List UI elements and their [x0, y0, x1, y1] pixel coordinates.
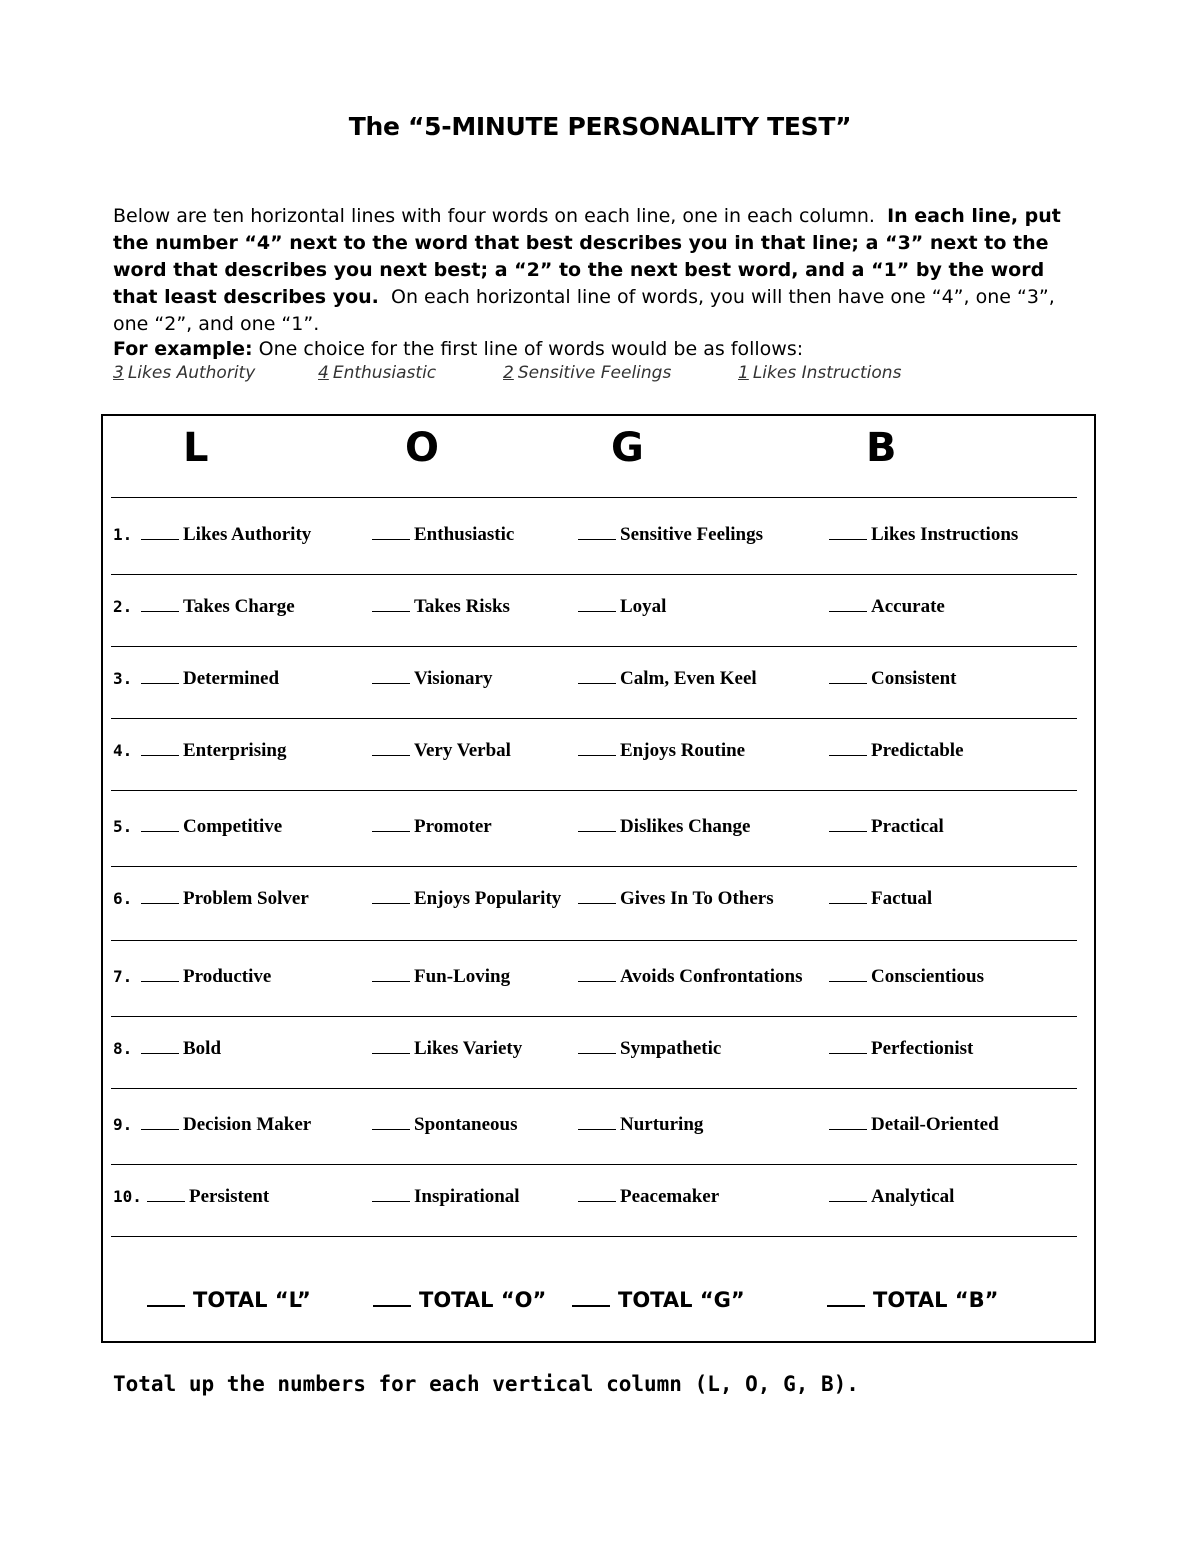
word-label: Consistent — [871, 668, 957, 689]
footer-instruction: Total up the numbers for each vertical column (L, O, G, B). — [113, 1372, 859, 1396]
row-divider — [111, 1164, 1077, 1165]
word-label: Accurate — [871, 596, 945, 617]
word-label: Sympathetic — [620, 1038, 722, 1059]
row-divider — [111, 790, 1077, 791]
score-blank[interactable] — [829, 1185, 867, 1202]
example-item — [318, 363, 436, 383]
score-blank[interactable] — [372, 523, 410, 540]
word-choice — [141, 667, 279, 690]
word-label: Sensitive Feelings — [620, 524, 764, 545]
score-blank[interactable] — [372, 1113, 410, 1130]
word-label: Takes Risks — [414, 596, 510, 617]
word-choice — [372, 1113, 518, 1136]
score-blank[interactable] — [141, 965, 179, 982]
instructions-bold-text: In each line, put the number “4” next to the word that best describes you in that line; a “3” next to the word that describes you next best; a “2” to the next best word, and a “1” by the word that least describes you. — [113, 205, 1061, 308]
word-label: Very Verbal — [414, 740, 511, 761]
word-label: Determined — [183, 668, 280, 689]
total-blank[interactable] — [147, 1285, 185, 1307]
word-choice — [578, 523, 763, 546]
word-choice — [578, 1037, 721, 1060]
test-row — [0, 815, 1200, 845]
word-choice — [578, 667, 757, 690]
total-blank[interactable] — [373, 1285, 411, 1307]
score-blank[interactable] — [372, 887, 410, 904]
word-choice — [372, 523, 514, 546]
total-o — [373, 1285, 546, 1312]
row-divider — [111, 1236, 1077, 1237]
word-choice — [829, 595, 945, 618]
test-row — [0, 1113, 1200, 1143]
score-blank[interactable] — [829, 667, 867, 684]
word-choice — [829, 739, 964, 762]
test-row — [0, 523, 1200, 553]
word-choice — [829, 1113, 999, 1136]
word-choice — [372, 1185, 520, 1208]
score-blank[interactable] — [372, 595, 410, 612]
column-heading-o: O — [405, 425, 440, 471]
example-item — [113, 363, 255, 383]
word-choice — [372, 965, 510, 988]
row-number: 2. — [113, 597, 133, 616]
word-choice — [372, 887, 561, 910]
instructions-text-2: On each horizontal line of words, you will then have one “4”, one “3”, one “2”, and one “1”. — [113, 286, 1055, 335]
score-blank[interactable] — [829, 595, 867, 612]
word-choice — [141, 523, 311, 546]
word-choice — [372, 1037, 522, 1060]
word-label: Enterprising — [183, 740, 287, 761]
word-choice — [141, 739, 286, 762]
row-number: 5. — [113, 817, 133, 836]
word-label: Factual — [871, 888, 933, 909]
row-number: 8. — [113, 1039, 133, 1058]
score-blank[interactable] — [829, 965, 867, 982]
score-blank[interactable] — [829, 1113, 867, 1130]
word-choice — [372, 815, 492, 838]
example-item-word: Sensitive Feelings — [517, 363, 672, 383]
test-row — [0, 1185, 1200, 1215]
word-choice — [578, 815, 750, 838]
word-label: Predictable — [871, 740, 964, 761]
column-heading-l: L — [183, 425, 209, 471]
score-blank[interactable] — [141, 667, 179, 684]
word-choice — [578, 965, 802, 988]
word-choice — [578, 1113, 703, 1136]
word-label: Practical — [871, 816, 944, 837]
row-number: 10. — [113, 1187, 142, 1206]
word-choice — [372, 667, 492, 690]
score-blank[interactable] — [829, 739, 867, 756]
word-choice — [372, 739, 511, 762]
test-row — [0, 1037, 1200, 1067]
test-row — [0, 965, 1200, 995]
word-label: Calm, Even Keel — [620, 668, 757, 689]
word-choice — [141, 815, 282, 838]
total-blank[interactable] — [827, 1285, 865, 1307]
score-blank[interactable] — [372, 667, 410, 684]
word-label: Detail-Oriented — [871, 1114, 999, 1135]
total-g — [572, 1285, 745, 1312]
score-blank[interactable] — [578, 1113, 616, 1130]
word-label: Visionary — [414, 668, 493, 689]
score-blank[interactable] — [829, 815, 867, 832]
example-item-num: 2 — [503, 363, 514, 383]
instructions — [113, 203, 1093, 338]
total-b — [827, 1285, 998, 1312]
score-blank[interactable] — [578, 523, 616, 540]
score-blank[interactable] — [141, 739, 179, 756]
row-divider — [111, 866, 1077, 867]
score-blank[interactable] — [578, 739, 616, 756]
word-label: Peacemaker — [620, 1186, 720, 1207]
score-blank[interactable] — [578, 1037, 616, 1054]
row-number: 4. — [113, 741, 133, 760]
row-divider — [111, 574, 1077, 575]
example-item-num: 4 — [318, 363, 329, 383]
word-label: Likes Instructions — [871, 524, 1019, 545]
word-choice — [141, 887, 309, 910]
score-blank[interactable] — [372, 815, 410, 832]
score-blank[interactable] — [829, 1037, 867, 1054]
word-label: Decision Maker — [183, 1114, 312, 1135]
example-text: One choice for the first line of words would be as follows: — [258, 338, 804, 360]
totals-row — [0, 1285, 1200, 1319]
example-item — [503, 363, 671, 383]
score-blank[interactable] — [372, 739, 410, 756]
row-divider — [111, 718, 1077, 719]
column-heading-g: G — [611, 425, 644, 471]
example-item-word: Likes Authority — [127, 363, 256, 383]
test-row — [0, 739, 1200, 769]
score-blank[interactable] — [578, 815, 616, 832]
example-block — [113, 336, 1093, 363]
word-label: Productive — [183, 966, 272, 987]
score-blank[interactable] — [372, 1185, 410, 1202]
word-label: Competitive — [183, 816, 283, 837]
word-choice — [578, 887, 774, 910]
word-choice — [141, 965, 271, 988]
word-label: Likes Variety — [414, 1038, 523, 1059]
score-blank[interactable] — [578, 1185, 616, 1202]
row-divider — [111, 1016, 1077, 1017]
word-choice — [829, 965, 984, 988]
word-label: Dislikes Change — [620, 816, 751, 837]
score-blank[interactable] — [141, 1037, 179, 1054]
row-number: 6. — [113, 889, 133, 908]
word-choice — [829, 523, 1018, 546]
total-blank[interactable] — [572, 1285, 610, 1307]
score-blank[interactable] — [141, 1113, 179, 1130]
row-number: 1. — [113, 525, 133, 544]
word-choice — [829, 1185, 954, 1208]
word-label: Likes Authority — [183, 524, 312, 545]
total-label: TOTAL “O” — [419, 1288, 547, 1312]
word-choice — [141, 1037, 221, 1060]
total-label: TOTAL “L” — [193, 1288, 311, 1312]
word-choice — [372, 595, 510, 618]
score-blank[interactable] — [578, 887, 616, 904]
score-blank[interactable] — [578, 667, 616, 684]
example-label: For example: — [113, 338, 253, 360]
word-label: Enthusiastic — [414, 524, 515, 545]
score-blank[interactable] — [578, 595, 616, 612]
word-label: Conscientious — [871, 966, 984, 987]
word-choice — [578, 1185, 719, 1208]
example-item-word: Likes Instructions — [752, 363, 902, 383]
total-label: TOTAL “G” — [618, 1288, 745, 1312]
word-choice — [578, 595, 666, 618]
word-choice — [141, 1113, 311, 1136]
word-label: Perfectionist — [871, 1038, 974, 1059]
example-item-num: 3 — [113, 363, 124, 383]
word-label: Promoter — [414, 816, 492, 837]
score-blank[interactable] — [141, 887, 179, 904]
example-item-word: Enthusiastic — [332, 363, 437, 383]
total-label: TOTAL “B” — [873, 1288, 999, 1312]
row-divider — [111, 646, 1077, 647]
row-number: 3. — [113, 669, 133, 688]
row-divider — [111, 940, 1077, 941]
score-blank[interactable] — [372, 965, 410, 982]
page-title: The “5-MINUTE PERSONALITY TEST” — [348, 112, 852, 141]
example-item-num: 1 — [738, 363, 749, 383]
word-label: Spontaneous — [414, 1114, 518, 1135]
example-items — [0, 363, 1200, 389]
score-blank[interactable] — [372, 1037, 410, 1054]
word-label: Loyal — [620, 596, 667, 617]
total-l — [147, 1285, 311, 1312]
word-choice — [147, 1185, 269, 1208]
instructions-text-1: Below are ten horizontal lines with four words on each line, one in each column. — [113, 205, 875, 227]
word-label: Gives In To Others — [620, 888, 774, 909]
row-number: 7. — [113, 967, 133, 986]
word-choice — [141, 595, 295, 618]
word-label: Enjoys Popularity — [414, 888, 562, 909]
word-label: Avoids Confrontations — [620, 966, 803, 987]
test-row — [0, 887, 1200, 917]
row-divider — [111, 1088, 1077, 1089]
word-label: Takes Charge — [183, 596, 295, 617]
test-row — [0, 595, 1200, 625]
row-number: 9. — [113, 1115, 133, 1134]
test-row — [0, 667, 1200, 697]
score-blank[interactable] — [147, 1185, 185, 1202]
word-label: Analytical — [871, 1186, 955, 1207]
score-blank[interactable] — [141, 595, 179, 612]
word-choice — [829, 887, 932, 910]
score-blank[interactable] — [829, 523, 867, 540]
score-blank[interactable] — [578, 965, 616, 982]
word-choice — [578, 739, 745, 762]
word-choice — [829, 667, 957, 690]
word-label: Fun-Loving — [414, 966, 511, 987]
score-blank[interactable] — [141, 523, 179, 540]
word-label: Persistent — [189, 1186, 270, 1207]
word-label: Inspirational — [414, 1186, 520, 1207]
score-blank[interactable] — [141, 815, 179, 832]
row-divider — [111, 497, 1077, 498]
word-label: Enjoys Routine — [620, 740, 746, 761]
score-blank[interactable] — [829, 887, 867, 904]
word-choice — [829, 815, 944, 838]
column-heading-b: B — [866, 425, 897, 471]
word-choice — [829, 1037, 973, 1060]
word-label: Problem Solver — [183, 888, 309, 909]
word-label: Nurturing — [620, 1114, 704, 1135]
word-label: Bold — [183, 1038, 222, 1059]
example-item — [738, 363, 901, 383]
